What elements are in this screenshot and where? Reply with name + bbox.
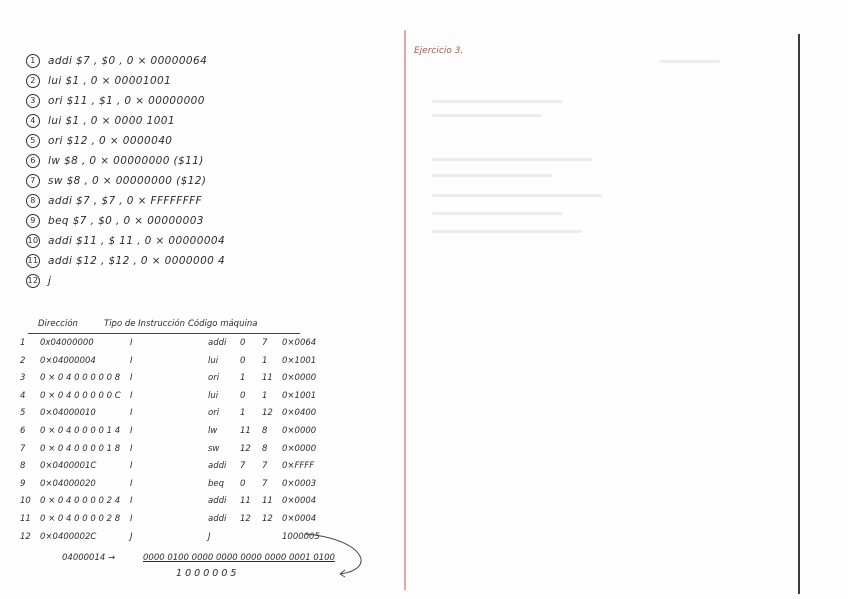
row-index: 1 (20, 338, 26, 348)
bleed-through-stroke (432, 212, 562, 215)
rt-cell: 11 (262, 496, 273, 507)
right-page (424, 0, 848, 599)
address-cell: 0x04000000 (40, 338, 94, 348)
row-index: 6 (20, 426, 26, 436)
rs-cell: 1 (240, 373, 246, 384)
table-row (20, 496, 330, 514)
rt-cell: 1 (262, 355, 268, 366)
line-number: 12 (26, 274, 40, 288)
row-index: 9 (20, 478, 26, 489)
instruction-text: ori $11 , $1 , 0 × 00000000 (48, 95, 205, 107)
rt-cell: 7 (262, 461, 268, 472)
instruction-text: lui $1 , 0 × 00001001 (48, 75, 172, 87)
type-cell: J (130, 531, 133, 542)
line-number: 4 (26, 114, 40, 128)
opcode-cell: ori (208, 408, 220, 419)
instruction-text: addi $12 , $12 , 0 × 0000000 4 (48, 255, 226, 267)
address-cell: 0×0400002C (40, 531, 97, 542)
immediate-cell: 0×0000 (282, 426, 317, 436)
address-cell: 0 × 0 4 0 0 0 0 2 4 (40, 496, 121, 507)
address-cell: 0×04000020 (40, 478, 96, 489)
immediate-cell: 0×1001 (282, 390, 317, 401)
address-cell: 0 × 0 4 0 0 0 0 0 C (40, 390, 121, 401)
table-row (20, 479, 330, 497)
rt-cell: 11 (262, 373, 273, 384)
immediate-cell: 0×0400 (282, 408, 317, 419)
bottom-address: 04000014 → (62, 553, 116, 563)
immediate-cell: 0×0000 (282, 443, 317, 454)
opcode-cell: lw (208, 426, 218, 436)
rs-cell: 0 (240, 355, 246, 366)
row-index: 12 (20, 531, 31, 542)
rs-cell: 0 (240, 338, 246, 348)
address-cell: 0 × 0 4 0 0 0 0 1 8 (40, 443, 121, 454)
rs-cell: 11 (240, 496, 251, 507)
rs-cell: 12 (240, 514, 251, 524)
immediate-cell: 0×FFFF (282, 461, 315, 472)
code-line (26, 274, 51, 288)
rt-cell: 12 (262, 514, 273, 524)
type-cell: I (130, 443, 133, 454)
row-index: 11 (20, 514, 31, 524)
code-line (26, 94, 205, 108)
opcode-cell: J (208, 531, 211, 542)
rs-cell: 11 (240, 426, 251, 436)
type-cell: I (130, 408, 133, 419)
instruction-text: lw $8 , 0 × 00000000 ($11) (48, 155, 204, 167)
bleed-through-stroke (432, 114, 542, 117)
address-cell: 0×0400001C (40, 461, 97, 472)
line-number: 5 (26, 134, 40, 148)
opcode-cell: beq (208, 478, 225, 489)
immediate-cell: 1000005 (282, 531, 320, 542)
instruction-text: beq $7 , $0 , 0 × 00000003 (48, 215, 204, 227)
address-cell: 0 × 0 4 0 0 0 0 0 8 (40, 373, 121, 384)
immediate-cell: 0×0064 (282, 338, 317, 348)
type-cell: I (130, 426, 133, 436)
bleed-through-stroke (432, 174, 552, 177)
rs-cell: 0 (240, 478, 246, 489)
line-number: 8 (26, 194, 40, 208)
line-number: 2 (26, 74, 40, 88)
immediate-cell: 0×0004 (282, 514, 317, 524)
immediate-cell: 0×0000 (282, 373, 317, 384)
address-cell: 0 × 0 4 0 0 0 0 1 4 (40, 426, 121, 436)
bleed-through-stroke (432, 194, 602, 197)
type-cell: I (130, 338, 133, 348)
opcode-cell: sw (208, 443, 220, 454)
type-cell: I (130, 496, 133, 507)
immediate-cell: 0×0004 (282, 496, 317, 507)
code-line (26, 194, 202, 208)
row-index: 5 (20, 408, 26, 419)
page-edge (798, 34, 800, 594)
code-line (26, 174, 206, 188)
table-header (28, 319, 300, 334)
table-row (20, 514, 330, 532)
bleed-through-stroke (432, 100, 562, 103)
line-number: 6 (26, 154, 40, 168)
row-index: 4 (20, 390, 26, 401)
opcode-cell: ori (208, 373, 220, 384)
bleed-through-stroke (432, 158, 592, 161)
bottom-bits: 0000 0100 0000 0000 0000 0000 0001 0100 (143, 553, 335, 563)
rt-cell: 7 (262, 478, 268, 489)
rs-cell: 7 (240, 461, 246, 472)
row-index: 3 (20, 373, 26, 384)
bottom-digits: 1 0 0 0 0 0 5 (176, 568, 237, 579)
table-row (20, 444, 330, 462)
code-line (26, 154, 204, 168)
code-line (26, 234, 225, 248)
code-line (26, 214, 204, 228)
opcode-cell: addi (208, 461, 227, 472)
line-number: 3 (26, 94, 40, 108)
table-row (20, 373, 330, 391)
rs-cell: 1 (240, 408, 246, 419)
opcode-cell: addi (208, 514, 227, 524)
code-line (26, 74, 171, 88)
line-number: 9 (26, 214, 40, 228)
instruction-text: addi $7 , $0 , 0 × 00000064 (48, 55, 208, 67)
opcode-cell: addi (208, 338, 227, 348)
line-number: 7 (26, 174, 40, 188)
table-row (20, 532, 330, 550)
instruction-text: addi $7 , $7 , 0 × FFFFFFFF (48, 195, 203, 207)
type-cell: I (130, 373, 133, 384)
type-cell: I (130, 355, 133, 366)
line-number: 10 (26, 234, 40, 248)
page-margin-line (404, 30, 406, 590)
rs-cell: 12 (240, 443, 251, 454)
table-row (20, 338, 330, 356)
header-address: Dirección (38, 319, 78, 329)
instruction-text: addi $11 , $ 11 , 0 × 00000004 (48, 235, 226, 247)
bleed-through-stroke (432, 230, 582, 233)
table-row (20, 356, 330, 374)
instruction-text: j (48, 275, 52, 287)
bleed-through-stroke (660, 60, 720, 63)
table-row (20, 408, 330, 426)
code-line (26, 114, 175, 128)
type-cell: I (130, 390, 133, 401)
header-instruction-type: Tipo de Instrucción (104, 319, 186, 329)
instruction-text: lui $1 , 0 × 0000 1001 (48, 115, 175, 127)
opcode-cell: addi (208, 496, 227, 507)
rt-cell: 7 (262, 338, 268, 348)
rt-cell: 8 (262, 426, 268, 436)
rt-cell: 8 (262, 443, 268, 454)
table-row (20, 391, 330, 409)
arrow-curve-icon (300, 528, 380, 582)
type-cell: I (130, 461, 133, 472)
row-index: 2 (20, 355, 26, 366)
row-index: 7 (20, 443, 26, 454)
type-cell: I (130, 478, 133, 489)
instruction-text: ori $12 , 0 × 0000040 (48, 135, 173, 147)
opcode-cell: lui (208, 355, 219, 366)
address-cell: 0×04000010 (40, 408, 96, 419)
address-cell: 0×04000004 (40, 355, 96, 366)
code-line (26, 54, 207, 68)
code-line (26, 134, 172, 148)
line-number: 11 (26, 254, 40, 268)
rt-cell: 1 (262, 390, 268, 401)
rs-cell: 0 (240, 390, 246, 401)
instruction-text: sw $8 , 0 × 00000000 ($12) (48, 175, 207, 187)
code-line (26, 254, 225, 268)
exercise-title: Ejercicio 3. (414, 46, 464, 56)
row-index: 8 (20, 461, 26, 472)
table-row (20, 426, 330, 444)
opcode-cell: lui (208, 390, 219, 401)
rt-cell: 12 (262, 408, 273, 419)
immediate-cell: 0×1001 (282, 355, 317, 366)
immediate-cell: 0×0003 (282, 478, 317, 489)
address-cell: 0 × 0 4 0 0 0 0 2 8 (40, 514, 121, 524)
header-machine-code: Código máquina (188, 319, 258, 329)
type-cell: I (130, 514, 133, 524)
line-number: 1 (26, 54, 40, 68)
table-row (20, 461, 330, 479)
row-index: 10 (20, 496, 31, 507)
